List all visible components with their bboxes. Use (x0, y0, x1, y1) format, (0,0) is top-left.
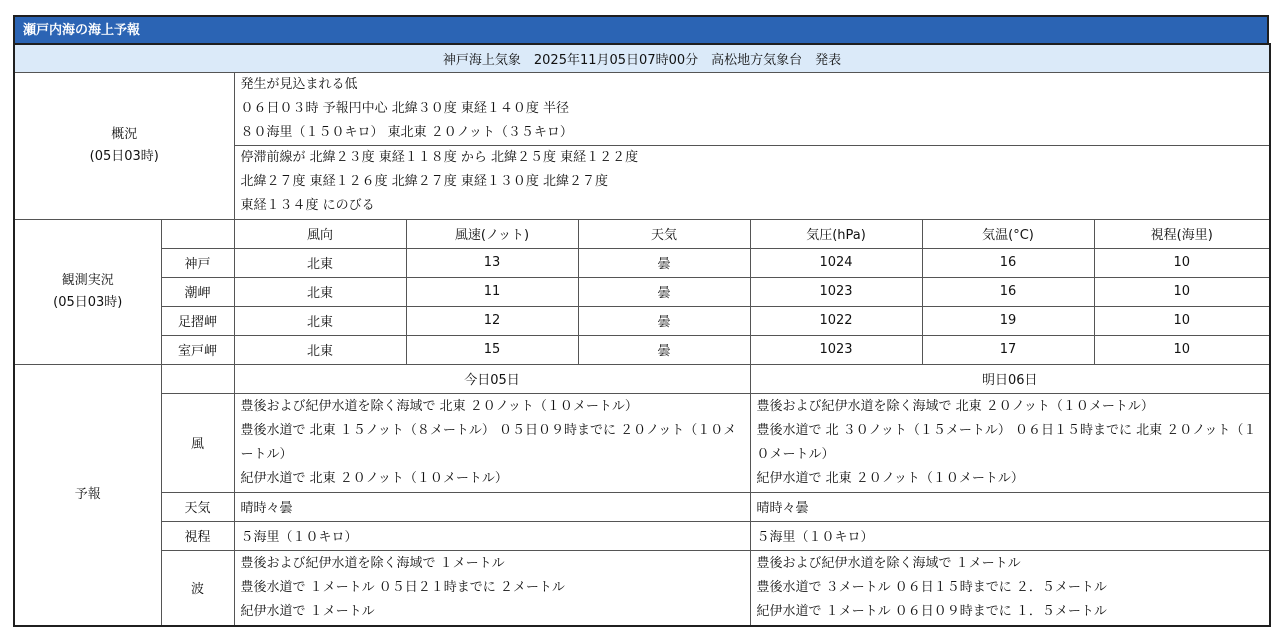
table-cell: 北東 (234, 306, 406, 335)
observation-time: (05日03時) (53, 294, 123, 310)
overview-block-2 (234, 145, 1270, 219)
table-cell: 12 (406, 306, 578, 335)
overview-line: 発生が見込まれる低 (240, 76, 358, 92)
wave-label: 波 (161, 550, 234, 626)
table-cell: 曇 (578, 248, 750, 277)
forecast-panel (13, 15, 1269, 627)
table-cell: 16 (922, 248, 1094, 277)
table-cell: 1023 (750, 277, 922, 306)
forecast-line: 豊後水道で 北東 １５ノット（８メートル） ０５日０９時までに ２０ノット（１０メートル） (240, 422, 737, 462)
weather-day2: 晴時々曇 (750, 492, 1270, 521)
station-name: 神戸 (161, 248, 234, 277)
forecast-line: 豊後および紀伊水道を除く海域で １メートル (240, 555, 505, 571)
table-cell: 北東 (234, 277, 406, 306)
weather-label: 天気 (161, 492, 234, 521)
overview-label: 概況 (111, 126, 138, 142)
overview-line: 停滞前線が 北緯２３度 東経１１８度 から 北緯２５度 東経１２２度 (240, 150, 639, 165)
overview-line: 東経１３４度 にのびる (240, 198, 375, 213)
forecast-line: 豊後および紀伊水道を除く海域で 北東 ２０ノット（１０メートル） (240, 398, 638, 414)
table-cell: 15 (406, 335, 578, 364)
wave-day2-cell (750, 550, 1270, 626)
column-header: 視程(海里) (1094, 219, 1270, 248)
forecast-line: 豊後水道で 北 ３０ノット（１５メートル） ０６日１５時までに 北東 ２０ノット（１０メートル） (756, 422, 1257, 462)
forecast-table (13, 43, 1271, 627)
wave-day1-cell (234, 550, 750, 626)
table-cell: 19 (922, 306, 1094, 335)
table-cell: 1022 (750, 306, 922, 335)
table-cell: 1024 (750, 248, 922, 277)
column-header: 天気 (578, 219, 750, 248)
table-cell: 13 (406, 248, 578, 277)
forecast-line: 豊後および紀伊水道を除く海域で １メートル (756, 555, 1021, 571)
table-row (14, 277, 1270, 306)
table-cell: 曇 (578, 335, 750, 364)
issue-line: 神戸海上気象 2025年11月05日07時00分 高松地方気象台 発表 (14, 44, 1270, 72)
observation-label: 観測実況 (61, 272, 114, 288)
station-name: 足摺岬 (161, 306, 234, 335)
column-header: 気圧(hPa) (750, 219, 922, 248)
overview-time: (05日03時) (89, 148, 159, 164)
table-row (14, 306, 1270, 335)
forecast-line: 紀伊水道で 北東 ２０ノット（１０メートル） (240, 470, 508, 486)
day2-header: 明日06日 (750, 364, 1270, 393)
forecast-line: 豊後水道で ３メートル ０６日１５時までに ２．５メートル (756, 579, 1107, 595)
overview-line: 北緯２７度 東経１２６度 北緯２７度 東経１３０度 北緯２７度 (240, 174, 609, 189)
wind-day1-cell (234, 393, 750, 492)
empty-header-cell (161, 364, 234, 393)
table-cell: 10 (1094, 277, 1270, 306)
table-cell: 10 (1094, 306, 1270, 335)
column-header: 風向 (234, 219, 406, 248)
empty-header-cell (161, 219, 234, 248)
observation-label-cell (14, 219, 161, 364)
station-name: 室戸岬 (161, 335, 234, 364)
wind-label: 風 (161, 393, 234, 492)
overview-line: ０６日０３時 予報円中心 北緯３０度 東経１４０度 半径 (240, 100, 570, 116)
table-cell: 北東 (234, 335, 406, 364)
day1-header: 今日05日 (234, 364, 750, 393)
table-cell: 10 (1094, 248, 1270, 277)
overview-block-1 (234, 72, 1270, 145)
visibility-label: 視程 (161, 521, 234, 550)
overview-line: ８０海里（１５０キロ） 東北東 ２０ノット（３５キロ） (240, 124, 573, 140)
table-cell: 北東 (234, 248, 406, 277)
table-cell: 11 (406, 277, 578, 306)
visibility-day1: ５海里（１０キロ） (234, 521, 750, 550)
column-header: 風速(ノット) (406, 219, 578, 248)
forecast-line: 紀伊水道で １メートル (240, 603, 375, 619)
forecast-line: 紀伊水道で １メートル ０６日０９時までに １．５メートル (756, 603, 1107, 619)
table-cell: 曇 (578, 306, 750, 335)
station-name: 潮岬 (161, 277, 234, 306)
table-cell: 17 (922, 335, 1094, 364)
forecast-line: 紀伊水道で 北東 ２０ノット（１０メートル） (756, 470, 1024, 486)
table-cell: 1023 (750, 335, 922, 364)
overview-label-cell (14, 72, 234, 219)
table-cell: 10 (1094, 335, 1270, 364)
weather-day1: 晴時々曇 (234, 492, 750, 521)
column-header: 気温(°C) (922, 219, 1094, 248)
forecast-line: 豊後および紀伊水道を除く海域で 北東 ２０ノット（１０メートル） (756, 398, 1154, 414)
forecast-label: 予報 (14, 364, 161, 626)
table-row (14, 335, 1270, 364)
wind-day2-cell (750, 393, 1270, 492)
panel-title: 瀬戸内海の海上予報 (13, 15, 1269, 43)
table-cell: 曇 (578, 277, 750, 306)
table-row (14, 248, 1270, 277)
visibility-day2: ５海里（１０キロ） (750, 521, 1270, 550)
forecast-line: 豊後水道で １メートル ０５日２１時までに ２メートル (240, 579, 565, 595)
table-cell: 16 (922, 277, 1094, 306)
